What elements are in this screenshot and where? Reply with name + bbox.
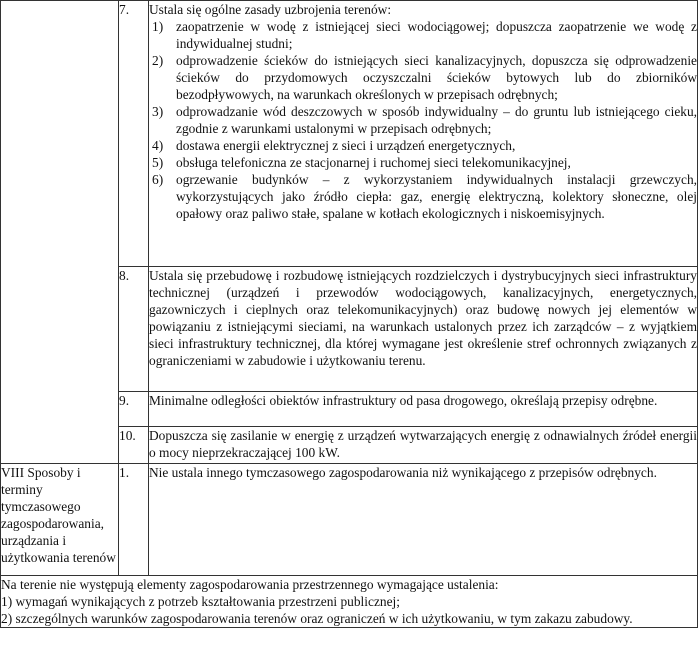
table-row	[1, 464, 698, 576]
list-item	[149, 18, 697, 52]
row-number: 7.	[119, 1, 149, 267]
list-item	[149, 154, 697, 171]
row-number: 10.	[119, 427, 149, 464]
list-item-text: odprowadzanie wód deszczowych w sposób indywidualny – do gruntu lub istniejącego cieku, zgodnie z warunkami ustalonymi w przepisach odrębnych;	[176, 104, 697, 136]
row-content: Minimalne odległości obiektów infrastruktury od pasa drogowego, określają przepisy odrębne.	[149, 392, 698, 427]
row-content: Nie ustala innego tymczasowego zagospodarowania niż wynikającego z przepisów odrębnych.	[149, 464, 698, 576]
list-item-text: obsługa telefoniczna ze stacjonarnej i ruchomej sieci telekomunikacyjnej,	[176, 155, 571, 170]
row-content	[149, 1, 698, 267]
row-content: Ustala się przebudowę i rozbudowę istniejących rozdzielczych i dystrybucyjnych sieci infrastruktury technicznej (urządzeń i przewodów wodociągowych, kanalizacyjnych, energetycznych, gazowniczych i cieplnych oraz telekomunikacyjnych) oraz budowę nowych jej elementów w powiązaniu z istniejącymi sieciami, na warunkach ustalonych przez ich zarządców – z wyjątkiem sieci infrastruktury technicznej, dla której wymagane jest określenie stref ochronnych związanych z ograniczeniami w zabudowie i użytkowaniu terenu.	[149, 267, 698, 392]
section-cell-empty	[1, 1, 119, 464]
row-number: 1.	[119, 464, 149, 576]
list-item	[149, 103, 697, 137]
footer-intro: Na terenie nie występują elementy zagospodarowania przestrzennego wymagające ustalenia:	[1, 577, 499, 592]
list-item	[149, 137, 697, 154]
section-label: VIII Sposoby i terminy tymczasowego zagospodarowania, urządzania i użytkowania terenów	[1, 464, 119, 576]
table-row	[1, 576, 698, 628]
table-row	[1, 1, 698, 267]
row-intro: Ustala się ogólne zasady uzbrojenia terenów:	[149, 2, 392, 17]
row-number: 9.	[119, 392, 149, 427]
list-item	[149, 52, 697, 103]
list-item-text: zaopatrzenie w wodę z istniejącej sieci wodociągowej; dopuszcza zaopatrzenie we wodę z indywidualnej studni;	[176, 19, 697, 51]
footer-item-text: wymagań wynikających z potrzeb kształtowania przestrzeni publicznej;	[15, 594, 400, 609]
list-marker: 1)	[1, 594, 13, 609]
footer-cell	[1, 576, 698, 628]
row-number: 8.	[119, 267, 149, 392]
row-content: Dopuszcza się zasilanie w energię z urządzeń wytwarzających energię z odnawialnych źródeł energii o mocy nieprzekraczającej 100 kW.	[149, 427, 698, 464]
list-item-text: dostawa energii elektrycznej z sieci i urządzeń energetycznych,	[176, 138, 516, 153]
footer-item-text: szczególnych warunków zagospodarowania terenów oraz ograniczeń w ich użytkowaniu, w tym zakazu zabudowy.	[15, 611, 633, 626]
list-marker: 3)	[152, 104, 164, 119]
list-marker: 5)	[152, 155, 164, 170]
list-marker: 6)	[152, 172, 164, 187]
footer-item	[1, 610, 697, 627]
list-item	[149, 171, 697, 222]
list-marker: 2)	[1, 611, 13, 626]
footer-item	[1, 593, 697, 610]
infrastructure-list	[149, 18, 697, 222]
list-marker: 2)	[152, 53, 164, 68]
list-marker: 4)	[152, 138, 164, 153]
list-marker: 1)	[152, 19, 164, 34]
list-item-text: odprowadzenie ścieków do istniejących sieci kanalizacyjnych, dopuszcza się odprowadzenie ścieków do przydomowych oczyszczalni ścieków bytowych lub do zbiorników bezodpływowych, na warunkach określonych w przepisach odrębnych;	[176, 53, 697, 102]
list-item-text: ogrzewanie budynków – z wykorzystaniem indywidualnych instalacji grzewczych, wykorzystujących jako źródło ciepła: gaz, energię elektryczną, kolektory słoneczne, olej opałowy oraz paliwo stałe, spalane w kotłach ekologicznych i niskoemisyjnych.	[176, 172, 697, 221]
